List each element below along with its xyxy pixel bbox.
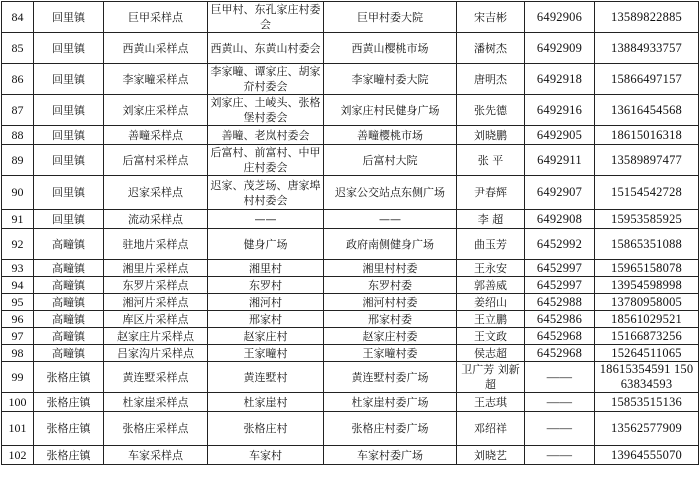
cell-mobile: 18615016318: [595, 126, 699, 145]
cell-mobile: 15953585925: [595, 210, 699, 229]
cell-mobile: 13562577909: [595, 412, 699, 446]
cell-location: 黄连墅村: [208, 362, 324, 393]
cell-contact: 李 超: [457, 210, 525, 229]
cell-location: 健身广场: [208, 229, 324, 260]
cell-number: 97: [2, 328, 34, 345]
cell-town: 回里镇: [34, 2, 104, 33]
table-row: [2, 345, 699, 362]
cell-sampling-point: 善疃采样点: [104, 126, 208, 145]
cell-sampling-point: 黄连墅采样点: [104, 362, 208, 393]
cell-mobile: 15166873256: [595, 328, 699, 345]
cell-town: 高疃镇: [34, 328, 104, 345]
cell-contact: 曲玉芳: [457, 229, 525, 260]
cell-sampling-point: 驻地片采样点: [104, 229, 208, 260]
cell-number: 92: [2, 229, 34, 260]
cell-contact: 郭善威: [457, 277, 525, 294]
table-row: [2, 145, 699, 176]
cell-town: 回里镇: [34, 33, 104, 64]
table-row: [2, 277, 699, 294]
cell-contact: 宋吉彬: [457, 2, 525, 33]
cell-phone: ——: [525, 446, 595, 465]
cell-contact: 张 平: [457, 145, 525, 176]
cell-number: 100: [2, 393, 34, 412]
cell-address: 政府南侧健身广场: [324, 229, 457, 260]
cell-number: 95: [2, 294, 34, 311]
cell-contact: 王立鹏: [457, 311, 525, 328]
cell-location: 王家疃村: [208, 345, 324, 362]
cell-location: 张格庄村: [208, 412, 324, 446]
cell-phone: 6492907: [525, 176, 595, 210]
cell-contact: 刘晓鹏: [457, 126, 525, 145]
cell-address: 李家疃村委大院: [324, 64, 457, 95]
cell-number: 88: [2, 126, 34, 145]
cell-town: 张格庄镇: [34, 446, 104, 465]
cell-number: 101: [2, 412, 34, 446]
cell-number: 90: [2, 176, 34, 210]
cell-address: 车家村委广场: [324, 446, 457, 465]
cell-phone: 6492908: [525, 210, 595, 229]
cell-location: 西黄山、东黄山村委会: [208, 33, 324, 64]
cell-address: 张格庄村委广场: [324, 412, 457, 446]
sampling-points-table: [1, 1, 699, 465]
cell-mobile: 18561029521: [595, 311, 699, 328]
cell-sampling-point: 巨甲采样点: [104, 2, 208, 33]
cell-town: 高疃镇: [34, 345, 104, 362]
table-row: [2, 260, 699, 277]
cell-number: 85: [2, 33, 34, 64]
cell-mobile: 13964555070: [595, 446, 699, 465]
cell-phone: 6452997: [525, 260, 595, 277]
cell-number: 96: [2, 311, 34, 328]
cell-contact: 尹春辉: [457, 176, 525, 210]
cell-contact: 王志琪: [457, 393, 525, 412]
cell-phone: 6452986: [525, 311, 595, 328]
cell-contact: 潘树杰: [457, 33, 525, 64]
cell-phone: 6452988: [525, 294, 595, 311]
cell-address: 后富村大院: [324, 145, 457, 176]
table-row: [2, 446, 699, 465]
cell-address: 湘里村村委: [324, 260, 457, 277]
cell-address: 巨甲村委大院: [324, 2, 457, 33]
cell-number: 99: [2, 362, 34, 393]
cell-address: 刘家庄村民健身广场: [324, 95, 457, 126]
cell-mobile: 13884933757: [595, 33, 699, 64]
cell-location: 赵家庄村: [208, 328, 324, 345]
cell-address: 西黄山樱桃市场: [324, 33, 457, 64]
cell-mobile: 15865351088: [595, 229, 699, 260]
cell-contact: 刘晓艺: [457, 446, 525, 465]
cell-mobile: 15965158078: [595, 260, 699, 277]
cell-town: 回里镇: [34, 95, 104, 126]
cell-phone: ——: [525, 362, 595, 393]
cell-contact: 邓绍祥: [457, 412, 525, 446]
cell-phone: 6492906: [525, 2, 595, 33]
cell-phone: ——: [525, 412, 595, 446]
cell-location: ——: [208, 210, 324, 229]
cell-town: 回里镇: [34, 145, 104, 176]
cell-number: 91: [2, 210, 34, 229]
cell-mobile: 13780958005: [595, 294, 699, 311]
cell-number: 87: [2, 95, 34, 126]
cell-phone: ——: [525, 393, 595, 412]
cell-phone: 6452968: [525, 328, 595, 345]
cell-mobile: 18615354591 15063834593: [595, 362, 699, 393]
table-row: [2, 2, 699, 33]
cell-contact: 张先德: [457, 95, 525, 126]
cell-address: 迟家公交站点东侧广场: [324, 176, 457, 210]
table-row: [2, 393, 699, 412]
table-row: [2, 328, 699, 345]
cell-number: 98: [2, 345, 34, 362]
cell-number: 102: [2, 446, 34, 465]
cell-location: 李家疃、谭家庄、胡家夼村委会: [208, 64, 324, 95]
cell-contact: 王永安: [457, 260, 525, 277]
cell-mobile: 13589822885: [595, 2, 699, 33]
cell-sampling-point: 赵家庄片采样点: [104, 328, 208, 345]
table-row: [2, 33, 699, 64]
cell-location: 巨甲村、东孔家庄村委会: [208, 2, 324, 33]
table-row: [2, 176, 699, 210]
cell-sampling-point: 吕家沟片采样点: [104, 345, 208, 362]
cell-town: 高疃镇: [34, 260, 104, 277]
table-row: [2, 311, 699, 328]
cell-number: 89: [2, 145, 34, 176]
cell-address: 东罗村委: [324, 277, 457, 294]
cell-contact: 唐明杰: [457, 64, 525, 95]
cell-sampling-point: 迟家采样点: [104, 176, 208, 210]
cell-location: 邢家村: [208, 311, 324, 328]
cell-address: 王家疃村委: [324, 345, 457, 362]
cell-phone: 6492916: [525, 95, 595, 126]
cell-address: 湘河村村委: [324, 294, 457, 311]
cell-location: 东罗村: [208, 277, 324, 294]
cell-address: 杜家崖村委广场: [324, 393, 457, 412]
cell-location: 湘河村: [208, 294, 324, 311]
table-row: [2, 362, 699, 393]
cell-mobile: 13616454568: [595, 95, 699, 126]
cell-phone: 6492911: [525, 145, 595, 176]
cell-address: ——: [324, 210, 457, 229]
cell-sampling-point: 李家疃采样点: [104, 64, 208, 95]
cell-location: 杜家崖村: [208, 393, 324, 412]
cell-sampling-point: 杜家崖采样点: [104, 393, 208, 412]
cell-town: 张格庄镇: [34, 393, 104, 412]
cell-town: 回里镇: [34, 210, 104, 229]
cell-location: 刘家庄、土崚头、张格堡村委会: [208, 95, 324, 126]
cell-number: 84: [2, 2, 34, 33]
cell-town: 张格庄镇: [34, 412, 104, 446]
cell-town: 高疃镇: [34, 311, 104, 328]
cell-sampling-point: 车家采样点: [104, 446, 208, 465]
cell-location: 湘里村: [208, 260, 324, 277]
cell-phone: 6452997: [525, 277, 595, 294]
cell-town: 回里镇: [34, 176, 104, 210]
cell-contact: 卫广芳 刘新超: [457, 362, 525, 393]
table-row: [2, 126, 699, 145]
cell-sampling-point: 刘家庄采样点: [104, 95, 208, 126]
cell-address: 善疃樱桃市场: [324, 126, 457, 145]
cell-sampling-point: 湘里片采样点: [104, 260, 208, 277]
cell-contact: 姜绍山: [457, 294, 525, 311]
cell-sampling-point: 西黄山采样点: [104, 33, 208, 64]
cell-phone: 6452992: [525, 229, 595, 260]
cell-number: 94: [2, 277, 34, 294]
table-row: [2, 64, 699, 95]
cell-mobile: 15866497157: [595, 64, 699, 95]
table-row: [2, 294, 699, 311]
cell-location: 后富村、前富村、中甲庄村委会: [208, 145, 324, 176]
cell-location: 车家村: [208, 446, 324, 465]
cell-number: 86: [2, 64, 34, 95]
cell-sampling-point: 张格庄采样点: [104, 412, 208, 446]
cell-address: 黄连墅村委广场: [324, 362, 457, 393]
cell-location: 善疃、老岚村委会: [208, 126, 324, 145]
table-body: [2, 2, 699, 465]
cell-mobile: 15264511065: [595, 345, 699, 362]
table-row: [2, 210, 699, 229]
cell-town: 回里镇: [34, 126, 104, 145]
cell-mobile: 15154542728: [595, 176, 699, 210]
cell-number: 93: [2, 260, 34, 277]
cell-sampling-point: 湘河片采样点: [104, 294, 208, 311]
cell-town: 高疃镇: [34, 294, 104, 311]
cell-phone: 6452968: [525, 345, 595, 362]
cell-sampling-point: 东罗片采样点: [104, 277, 208, 294]
cell-phone: 6492905: [525, 126, 595, 145]
cell-address: 赵家庄村委: [324, 328, 457, 345]
cell-phone: 6492918: [525, 64, 595, 95]
table-row: [2, 412, 699, 446]
cell-town: 张格庄镇: [34, 362, 104, 393]
cell-contact: 侯志超: [457, 345, 525, 362]
table-row: [2, 95, 699, 126]
cell-sampling-point: 库区片采样点: [104, 311, 208, 328]
cell-sampling-point: 流动采样点: [104, 210, 208, 229]
cell-location: 迟家、茂芝场、唐家埠村村委会: [208, 176, 324, 210]
cell-town: 回里镇: [34, 64, 104, 95]
cell-mobile: 13954598998: [595, 277, 699, 294]
cell-town: 高疃镇: [34, 229, 104, 260]
table-row: [2, 229, 699, 260]
cell-contact: 王文政: [457, 328, 525, 345]
cell-mobile: 13589897477: [595, 145, 699, 176]
cell-mobile: 15853515136: [595, 393, 699, 412]
cell-address: 邢家村委: [324, 311, 457, 328]
cell-phone: 6492909: [525, 33, 595, 64]
cell-town: 高疃镇: [34, 277, 104, 294]
cell-sampling-point: 后富村采样点: [104, 145, 208, 176]
